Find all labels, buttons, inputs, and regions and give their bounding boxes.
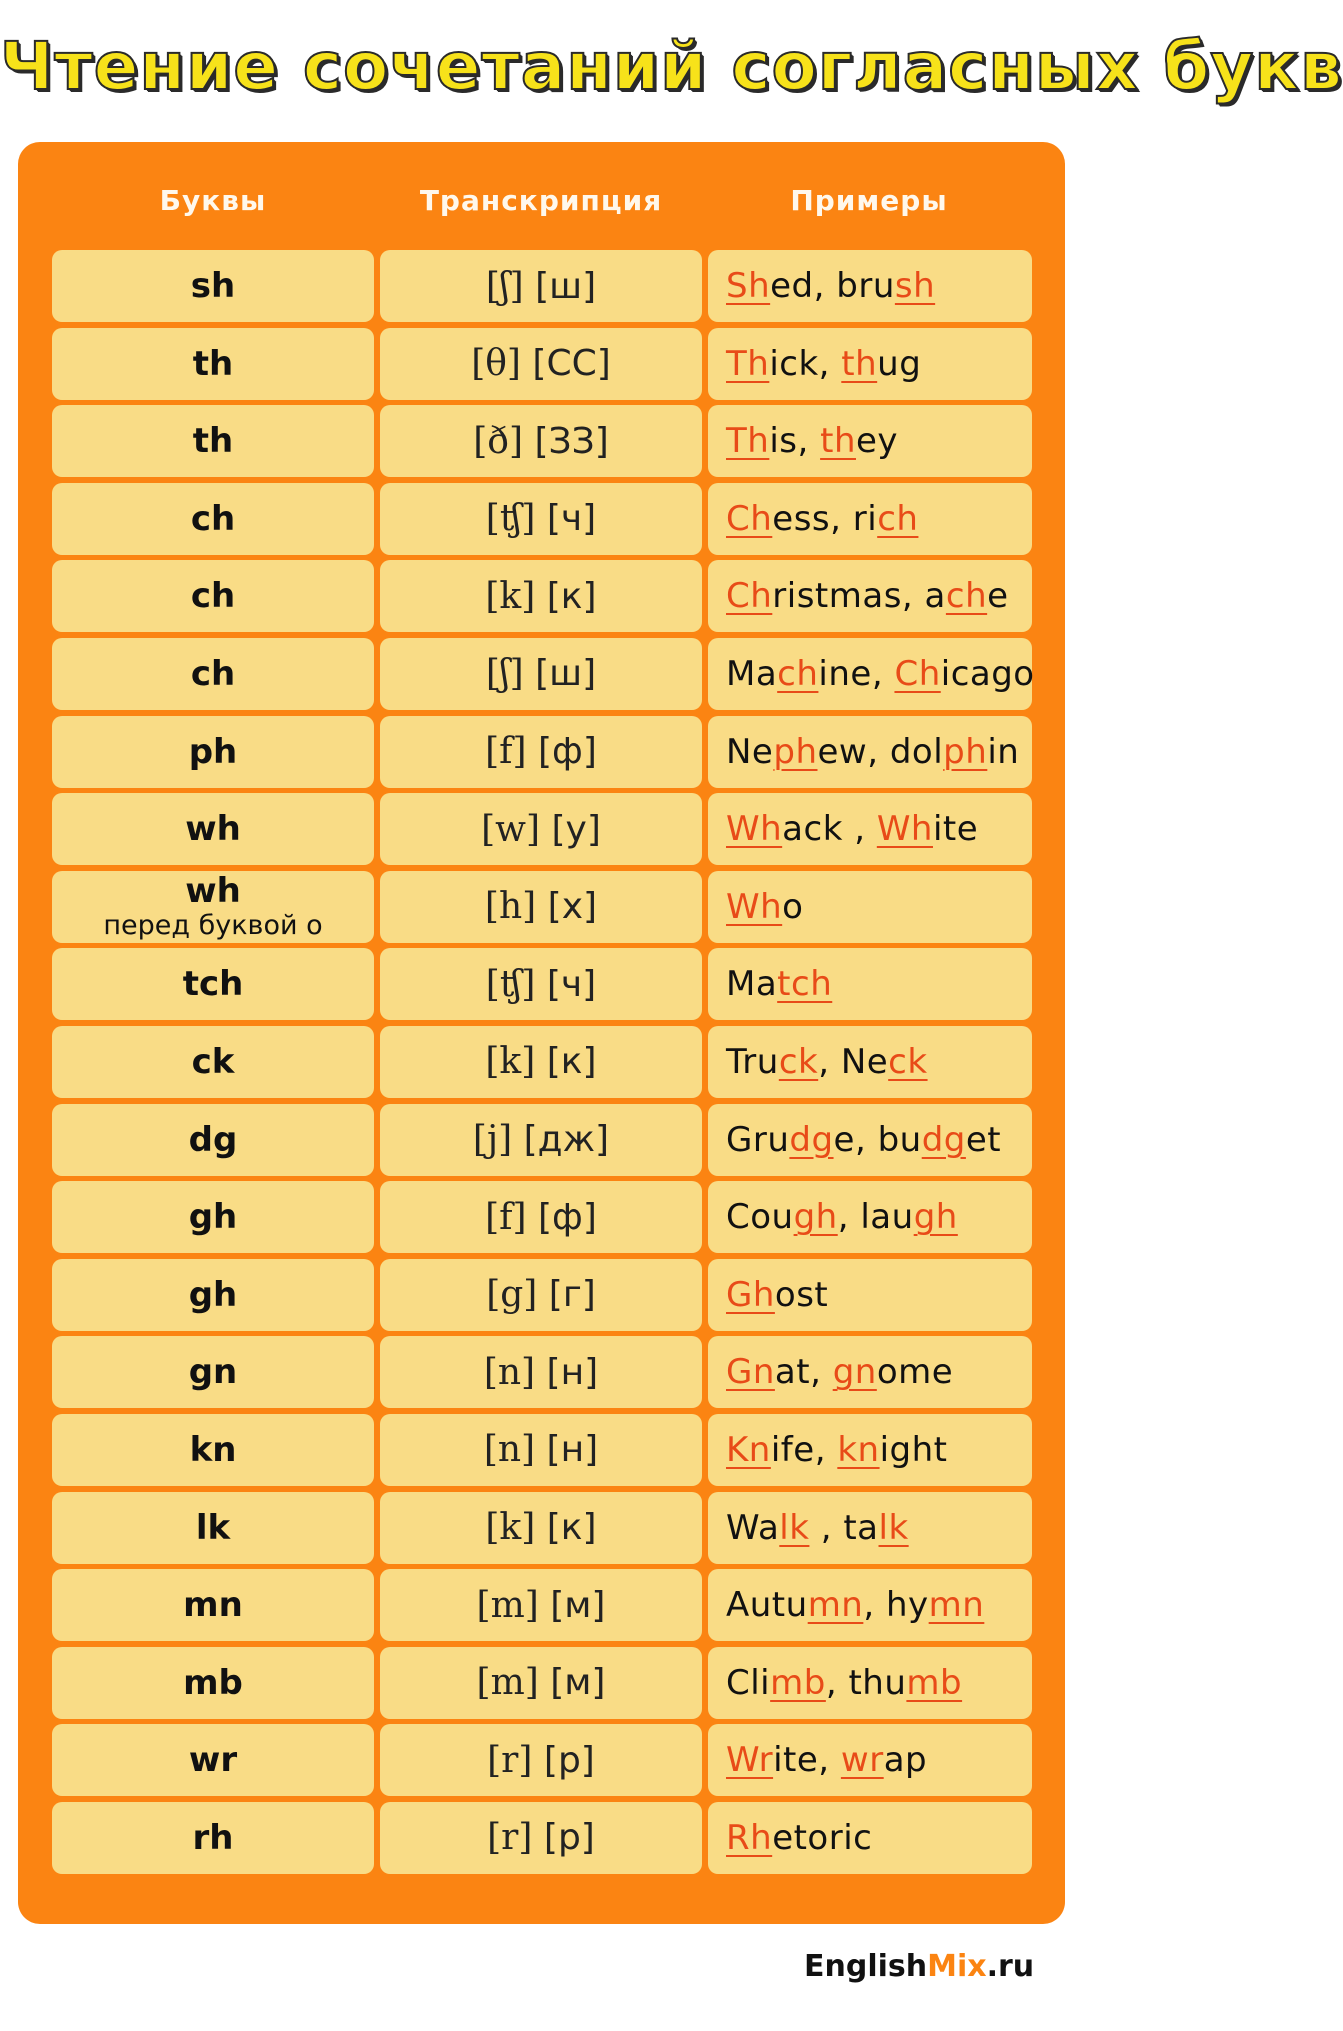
example-cell (708, 1181, 1032, 1253)
letters-cell (52, 483, 374, 555)
letters-cell (52, 560, 374, 632)
letters-cell (52, 716, 374, 788)
example-text: ristmas, a (772, 576, 946, 617)
transcription (485, 1197, 597, 1238)
table-row (52, 1259, 1032, 1337)
transcription (481, 809, 601, 850)
letter-combination: th (192, 343, 234, 384)
example-cell (708, 871, 1032, 943)
ipa-symbol: [r] (487, 1739, 533, 1781)
letter-combination: mn (183, 1585, 243, 1626)
table-row (52, 1802, 1032, 1880)
example-text: Cli (726, 1662, 771, 1703)
example-text: ost (774, 1274, 829, 1315)
example-words (726, 1585, 984, 1625)
table-body (52, 250, 1035, 1879)
transcription-cell (380, 328, 702, 400)
ipa-symbol: [m] (476, 1662, 539, 1704)
transcription (487, 1817, 595, 1858)
letters-cell (52, 638, 374, 710)
russian-sound: [ш] (535, 653, 597, 695)
table-row (52, 1336, 1032, 1414)
example-cell (708, 1647, 1032, 1719)
transcription (485, 1041, 596, 1082)
transcription-cell (380, 405, 702, 477)
example-words (726, 1663, 962, 1703)
transcription-cell (380, 1336, 702, 1408)
transcription-cell (380, 638, 702, 710)
letters-cell (52, 1724, 374, 1796)
example-cell (708, 948, 1032, 1020)
example-words (726, 499, 918, 539)
ipa-symbol: [r] (487, 1817, 533, 1859)
letters-cell (52, 1802, 374, 1874)
transcription-cell (380, 1181, 702, 1253)
highlighted-letters: dg (921, 1119, 966, 1160)
letters-cell (52, 1414, 374, 1486)
example-text: Cou (726, 1197, 794, 1238)
example-text: ey (856, 421, 899, 462)
letter-combination: lk (195, 1507, 231, 1548)
russian-sound: [СС] (532, 343, 611, 385)
example-text: ed, bru (770, 266, 895, 306)
letter-combination: wr (188, 1740, 238, 1781)
example-text: ine, (818, 653, 895, 694)
example-cell (708, 716, 1032, 788)
ipa-symbol: [w] (481, 808, 541, 850)
example-cell (708, 1802, 1032, 1874)
table-row (52, 1569, 1032, 1647)
ipa-symbol: [n] (483, 1351, 536, 1393)
letters-cell (52, 1569, 374, 1641)
highlighted-letters: Ch (726, 498, 773, 539)
example-cell (708, 405, 1032, 477)
highlighted-letters: tch (777, 964, 833, 1005)
example-words (726, 1042, 928, 1082)
table-row (52, 1104, 1032, 1182)
example-words (726, 964, 832, 1004)
logo-part-mix: Mix (927, 1949, 987, 1984)
transcription (485, 731, 597, 772)
example-cell (708, 560, 1032, 632)
transcription (484, 1429, 598, 1470)
letter-combination: wh (185, 809, 241, 850)
table-row (52, 1492, 1032, 1570)
example-cell (708, 793, 1032, 865)
example-cell (708, 250, 1032, 322)
transcription-cell (380, 871, 702, 943)
transcription-cell (380, 1026, 702, 1098)
example-text: Tru (726, 1041, 779, 1082)
highlighted-letters: dg (789, 1119, 834, 1160)
example-cell (708, 1724, 1032, 1796)
russian-sound: [р] (543, 1739, 595, 1781)
transcription-cell (380, 1724, 702, 1796)
logo-part-domain: .ru (986, 1949, 1035, 1984)
russian-sound: [ф] (538, 731, 597, 773)
letters-cell (52, 793, 374, 865)
transcription (486, 498, 596, 539)
russian-sound: [к] (546, 1041, 597, 1083)
highlighted-letters: Sh (726, 266, 771, 306)
example-text: ug (877, 343, 922, 384)
table-row (52, 638, 1035, 716)
ipa-symbol: [ʧ] (485, 498, 536, 540)
example-text: e, bu (833, 1119, 922, 1160)
example-words (726, 809, 978, 849)
table-row (52, 405, 1032, 483)
transcription (486, 964, 596, 1005)
transcription (477, 1662, 606, 1703)
example-cell (708, 483, 1032, 555)
table-row (52, 1724, 1032, 1802)
example-text: Ne (726, 731, 774, 772)
table-row (52, 948, 1032, 1026)
russian-sound: [дж] (523, 1119, 610, 1161)
example-text: ap (883, 1740, 928, 1781)
ipa-symbol: [j] (472, 1119, 513, 1161)
transcription-cell (380, 560, 702, 632)
ipa-symbol: [k] (485, 1507, 536, 1548)
table-row (52, 871, 1032, 949)
russian-sound: [ч] (546, 963, 597, 1005)
ipa-symbol: [θ] (471, 343, 521, 385)
transcription-cell (380, 1802, 702, 1874)
example-text: is, (769, 421, 821, 462)
example-text: ew, dol (817, 731, 944, 772)
example-words (726, 1120, 1001, 1160)
highlighted-letters: ch (877, 498, 919, 539)
russian-sound: [к] (546, 1507, 597, 1548)
example-cell (708, 638, 1035, 710)
example-cell (708, 328, 1032, 400)
highlighted-letters: ph (943, 731, 988, 772)
russian-sound: [у] (551, 808, 601, 850)
example-text: ite (932, 809, 979, 850)
transcription (485, 1507, 596, 1548)
example-text: Ma (726, 964, 778, 1005)
letter-combination: sh (190, 266, 236, 306)
example-words (726, 1197, 958, 1237)
example-words (726, 344, 921, 384)
letter-combination: kn (189, 1429, 237, 1470)
highlighted-letters: lk (779, 1507, 810, 1548)
example-text: ight (879, 1429, 948, 1470)
highlighted-letters: Gn (726, 1352, 775, 1393)
table-header (18, 184, 1065, 224)
table-row (52, 716, 1032, 794)
highlighted-letters: ck (888, 1041, 928, 1082)
table-row (52, 1647, 1032, 1725)
highlighted-letters: mb (906, 1662, 963, 1703)
transcription (473, 1119, 609, 1160)
letters-cell (52, 948, 374, 1020)
letter-combination: wh (185, 871, 241, 912)
transcription (477, 1585, 606, 1626)
highlighted-letters: mn (928, 1585, 985, 1626)
table-row (52, 328, 1032, 406)
transcription-cell (380, 1647, 702, 1719)
example-text: ome (876, 1352, 954, 1393)
example-text: et (965, 1119, 1002, 1160)
transcription (484, 1352, 598, 1393)
letters-cell (52, 1181, 374, 1253)
example-text: ick, (769, 343, 842, 384)
header-transcription: Транскрипция (419, 184, 663, 217)
letter-combination: ch (190, 653, 236, 694)
example-text: , lau (837, 1197, 914, 1238)
highlighted-letters: Kn (726, 1429, 771, 1470)
example-cell (708, 1259, 1032, 1331)
russian-sound: [к] (546, 575, 597, 617)
highlighted-letters: gn (832, 1352, 877, 1393)
letters-cell (52, 405, 374, 477)
example-text: , ta (809, 1507, 879, 1548)
example-text: e (987, 576, 1009, 617)
table-row (52, 1026, 1032, 1104)
letters-cell (52, 1336, 374, 1408)
ipa-symbol: [n] (483, 1429, 536, 1471)
highlighted-letters: ch (945, 576, 988, 617)
example-text: ife, (770, 1429, 838, 1470)
highlighted-letters: Wh (726, 809, 783, 850)
ipa-symbol: [h] (484, 886, 537, 928)
transcription-cell (380, 1492, 702, 1564)
example-text: , thu (825, 1662, 907, 1703)
table-row (52, 1414, 1032, 1492)
highlighted-letters: Wh (876, 809, 933, 850)
example-cell (708, 1104, 1032, 1176)
table-row (52, 1181, 1032, 1259)
russian-sound: [м] (550, 1584, 606, 1626)
letters-cell (52, 1647, 374, 1719)
highlighted-letters: Wh (726, 886, 783, 927)
transcription-cell (380, 948, 702, 1020)
example-cell (708, 1336, 1032, 1408)
table-row (52, 560, 1032, 638)
highlighted-letters: Ch (726, 576, 773, 617)
transcription (471, 343, 611, 384)
example-words (726, 1818, 872, 1858)
russian-sound: [н] (546, 1351, 599, 1393)
example-text: etoric (772, 1817, 873, 1858)
letter-note: перед буквой о (103, 910, 323, 942)
russian-sound: [р] (543, 1817, 595, 1859)
example-text: in (987, 731, 1020, 772)
highlighted-letters: kn (837, 1429, 880, 1470)
example-text: ack , (782, 809, 877, 850)
example-words (726, 1508, 909, 1548)
highlighted-letters: th (820, 421, 856, 462)
example-text: at, (774, 1352, 833, 1393)
highlighted-letters: Gh (726, 1274, 775, 1315)
example-text: Wa (726, 1507, 780, 1548)
letters-cell (52, 328, 374, 400)
letter-combination: dg (188, 1119, 238, 1160)
table-row (52, 250, 1032, 328)
example-words (726, 266, 935, 306)
ipa-symbol: [k] (485, 1041, 536, 1083)
example-cell (708, 1414, 1032, 1486)
transcription-cell (380, 793, 702, 865)
example-text: Gru (726, 1119, 790, 1160)
transcription-cell (380, 1414, 702, 1486)
letters-cell (52, 250, 374, 322)
example-words (726, 1430, 947, 1470)
russian-sound: [н] (546, 1429, 599, 1471)
transcription-cell (380, 1104, 702, 1176)
highlighted-letters: gh (913, 1197, 958, 1238)
example-text: o (782, 886, 804, 927)
ipa-symbol: [ʧ] (485, 963, 536, 1005)
phonics-table (18, 142, 1065, 1924)
russian-sound: [м] (550, 1662, 606, 1704)
table-row (52, 483, 1032, 561)
transcription (486, 266, 596, 307)
ipa-symbol: [f] (485, 731, 527, 773)
highlighted-letters: mb (770, 1662, 826, 1703)
transcription-cell (380, 1259, 702, 1331)
example-text: , Ne (818, 1041, 889, 1082)
highlighted-letters: th (841, 343, 878, 384)
example-text: icago (940, 653, 1035, 694)
example-words (726, 1740, 927, 1780)
letter-combination: ph (188, 731, 238, 772)
letter-combination: tch (182, 964, 244, 1005)
ipa-symbol: [k] (485, 575, 536, 617)
highlighted-letters: Wr (726, 1740, 774, 1781)
highlighted-letters: Rh (726, 1817, 773, 1858)
example-text: ess, ri (772, 498, 878, 539)
example-words (726, 732, 1019, 772)
letters-cell (52, 871, 374, 943)
letter-combination: ch (190, 576, 236, 617)
ipa-symbol: [ʃ] (485, 265, 524, 307)
russian-sound: [г] (548, 1274, 596, 1316)
letter-combination: mb (183, 1662, 243, 1703)
example-text: Autu (726, 1585, 808, 1626)
highlighted-letters: ck (778, 1041, 819, 1082)
example-cell (708, 1492, 1032, 1564)
letters-cell (52, 1259, 374, 1331)
transcription (485, 576, 596, 617)
ipa-symbol: [g] (486, 1274, 538, 1316)
russian-sound: [х] (547, 886, 598, 928)
letter-combination: gn (188, 1352, 238, 1393)
transcription-cell (380, 483, 702, 555)
letter-combination: th (192, 421, 234, 462)
example-text: ite, (773, 1740, 841, 1781)
russian-sound: [ЗЗ] (534, 420, 609, 462)
russian-sound: [ш] (535, 265, 597, 307)
transcription (486, 1274, 596, 1315)
example-words (726, 576, 1009, 616)
logo-part-english: English (804, 1949, 928, 1984)
letter-combination: ch (190, 498, 236, 539)
letter-combination: ck (191, 1041, 235, 1082)
header-examples: Примеры (790, 184, 948, 217)
example-words (726, 654, 1035, 694)
example-words (726, 1275, 828, 1315)
highlighted-letters: Th (726, 343, 770, 384)
transcription (473, 421, 608, 462)
transcription-cell (380, 250, 702, 322)
example-words (726, 421, 898, 461)
ipa-symbol: [ʃ] (485, 653, 524, 695)
letter-combination: gh (188, 1274, 238, 1315)
ipa-symbol: [m] (476, 1584, 539, 1626)
page-title: Чтение сочетаний согласных букв (0, 28, 1343, 105)
highlighted-letters: sh (894, 266, 936, 306)
russian-sound: [ч] (546, 498, 597, 540)
transcription (487, 1740, 595, 1781)
example-cell (708, 1569, 1032, 1641)
site-logo (804, 1949, 1034, 1984)
example-cell (708, 1026, 1032, 1098)
letter-combination: rh (192, 1817, 234, 1858)
letter-combination: gh (188, 1197, 238, 1238)
transcription (485, 886, 597, 927)
transcription-cell (380, 1569, 702, 1641)
highlighted-letters: Ch (894, 653, 941, 694)
letters-cell (52, 1104, 374, 1176)
highlighted-letters: wr (840, 1740, 884, 1781)
russian-sound: [ф] (538, 1196, 597, 1238)
highlighted-letters: ch (777, 653, 819, 694)
table-row (52, 793, 1032, 871)
highlighted-letters: mn (807, 1585, 864, 1626)
example-words (726, 887, 803, 927)
transcription (486, 653, 596, 694)
highlighted-letters: gh (793, 1197, 838, 1238)
ipa-symbol: [ð] (473, 420, 524, 462)
highlighted-letters: lk (878, 1507, 909, 1548)
example-text: Ma (726, 653, 778, 694)
example-text: , hy (863, 1585, 929, 1626)
transcription-cell (380, 716, 702, 788)
highlighted-letters: ph (773, 731, 818, 772)
highlighted-letters: Th (726, 421, 770, 462)
ipa-symbol: [f] (485, 1196, 527, 1238)
header-letters: Буквы (159, 184, 267, 217)
example-words (726, 1352, 953, 1392)
letters-cell (52, 1026, 374, 1098)
letters-cell (52, 1492, 374, 1564)
